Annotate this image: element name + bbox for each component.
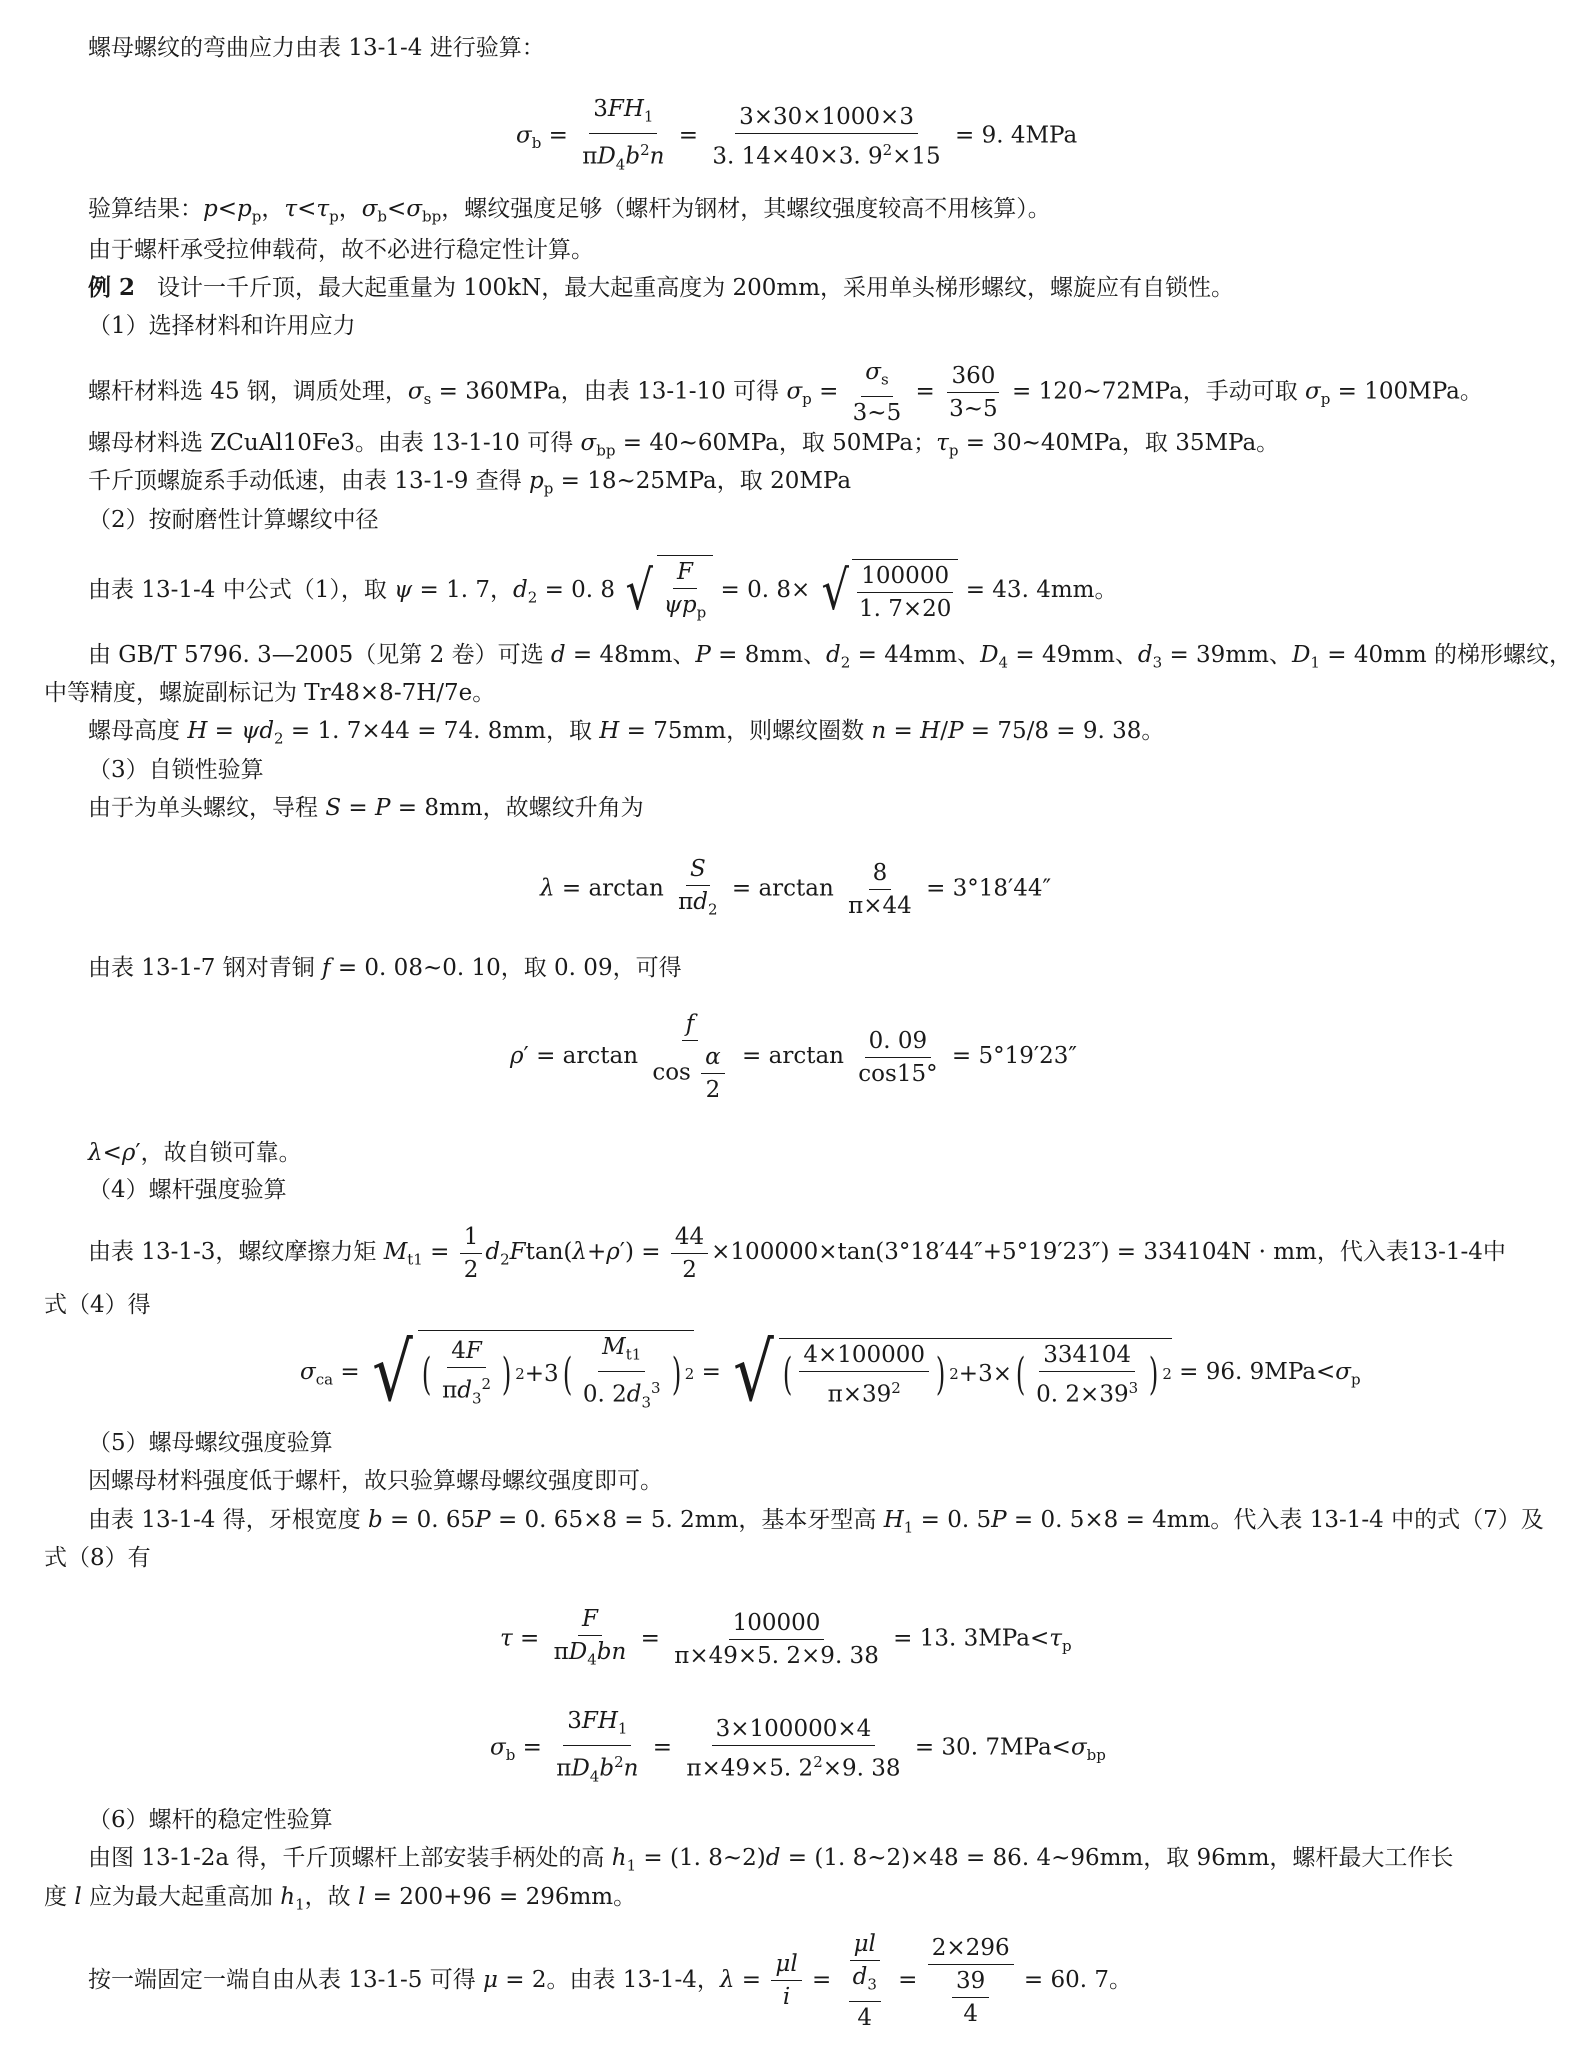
text-line-9: 由 GB/T 5796. 3—2005（见第 2 卷）可选 d = 48mm、P = 8mm、$d_2 = 44mm$、$D_4 = 49mm$、$d_3 = 39mm$、$D_1 = 40mm$ 的梯形螺纹， xyxy=(88,642,1572,672)
text-line-15: 由表 13-1-3，螺纹摩擦力矩 $M_{t1}$ = $\frac{1}{2}$ $d_2Ftan(\lambda+\rho')$ = $\frac{44}{2}$ ×100000×tan(3°18′44″+5°19′23″) = 334104N · mm，代入表13-1-4中 xyxy=(88,1223,1506,1283)
formula-sigma-ca: $\sigma_{ca}$ = √ ( 4F $\pi d_3^2$ ) 2 +3 ( $M_{t1}$ 0. $2d_3^3$ ) 2 = √ ( 4×100000 $\pi\times 39^2$ ) 2 +3× ( 334104 0. $2\times 39^3$ ) 2 = 96. $9MPa<\sigma_p$ xyxy=(300,1325,1361,1419)
text-line-22: 按一端固定一端自由从表 13-1-5 可得 μ = 2。由表 13-1-4，λ = $\frac{\mu l}{i}$ = $\frac{\mu l}{\frac{d_3}{4}}$ = $\frac{2\times 296}{\frac{39}{4}}$ = 60. 7。 xyxy=(88,1931,1133,2031)
text-line-16: 式（4）得 xyxy=(44,1292,151,1318)
example-2-text: 设计一千斤顶，最大起重量为 100kN，最大起重高度为 200mm，采用单头梯形螺纹，螺旋应有自锁性。 xyxy=(156,275,1235,301)
section-4-heading: （4）螺杆强度验算 xyxy=(88,1177,287,1203)
text-line-18: 由表 13-1-4 得，牙根宽度 b = 0. 65P = 0. 65×8 = 5. 2mm，基本牙型高 $H_1 = 0$. 5P = 0. 5×8 = 4mm。代入表 13-1-4 中的式（7）及 xyxy=(88,1507,1544,1537)
text-line-13: 由表 13-1-7 钢对青铜 f = 0. 08~0. 10，取 0. 09，可得 xyxy=(88,955,682,981)
text-line-6: 螺母材料选 ZCuAl10Fe3。由表 13-1-10 可得 $\sigma_{bp}$ = 40~60MPa，取 50MPa；$\tau_p$ = 30~40MPa，取 35MPa。 xyxy=(88,430,1280,460)
text-line-21: 度 l 应为最大起重高加 $h_1$，故 l = 200+96 = 296mm。 xyxy=(44,1884,637,1914)
text-line-14: λ<ρ′，故自锁可靠。 xyxy=(88,1140,302,1166)
text-line-12: 由于为单头螺纹，导程 S = P = 8mm，故螺纹升角为 xyxy=(88,795,644,821)
section-2-heading: （2）按耐磨性计算螺纹中径 xyxy=(88,507,379,533)
example-2-head: 例 2 xyxy=(88,274,136,301)
text-line-1: 螺母螺纹的弯曲应力由表 13-1-4 进行验算： xyxy=(88,35,545,61)
section-1-heading: （1）选择材料和许用应力 xyxy=(88,313,356,339)
section-5-heading: （5）螺母螺纹强度验算 xyxy=(88,1430,333,1456)
text-line-19: 式（8）有 xyxy=(44,1545,151,1571)
formula-rho: ρ′ = arctan f cos $\frac{\alpha}{2}$ = arctan $\frac{0. 09}{\cos 15^\circ}$ = 5°19′23″ xyxy=(510,1011,1077,1103)
text-line-5: 螺杆材料选 45 钢，调质处理，$\sigma_s = 360MPa$，由表 13-1-10 可得 $\sigma_p$ = $\frac{\sigma_s}{3\sim 5}$ = $\frac{360}{3\sim 5}$ = 120~72MPa，手动可取 $\sigma_p = 100MPa$。 xyxy=(88,359,1483,426)
text-line-8: 由表 13-1-4 中公式（1），取 ψ = 1. 7，$d_2 = 0$. 8 √ F $\psi p_p$ = 0. 8× √ 100000 1. 7×20 = 43. 4mm。 xyxy=(88,555,1427,629)
formula-sigma-b-2: $\sigma_b$ = $\frac{3FH_1}{\pi D_4b^2n}$ = $\frac{3\times 100000\times 4}{\pi\times 49\times 5. 2^2\times 9. 38}$ = 30. $7MPa<\sigma_{bp}$ xyxy=(490,1708,1106,1785)
formula-tau: τ = $\frac{F}{\pi D_4bn}$ = $\frac{100000}{\pi\times 49\times 5. 2\times 9. 38}$ = 13. $3MPa<\tau_p$ xyxy=(500,1606,1072,1669)
text-line-7: 千斤顶螺旋系手动低速，由表 13-1-9 查得 $p_p$ = 18~25MPa，取 20MPa xyxy=(88,468,852,498)
text-line-11: 螺母高度 $H = \psi d_2 = 1$. 7×44 = 74. 8mm，取 H = 75mm，则螺纹圈数 n = H/P = 75/8 = 9. 38。 xyxy=(88,718,1165,748)
section-3-heading: （3）自锁性验算 xyxy=(88,757,264,783)
example-2-line xyxy=(88,273,1427,303)
text-line-20: 由图 13-1-2a 得，千斤顶螺杆上部安装手柄处的高 $h_1 = (1$. 8~2)d = (1. 8~2)×48 = 86. 4~96mm，取 96mm，螺杆最大工作长 xyxy=(88,1845,1454,1875)
text-line-3: 由于螺杆承受拉伸载荷，故不必进行稳定性计算。 xyxy=(88,237,594,263)
text-line-17: 因螺母材料强度低于螺杆，故只验算螺母螺纹强度即可。 xyxy=(88,1468,663,1494)
formula-lambda: λ = arctan $\frac{S}{\pi d_2}$ = arctan $\frac{8}{\pi\times 44}$ = 3°18′44″ xyxy=(540,856,1052,919)
text-line-10: 中等精度，螺旋副标记为 Tr48×8-7H/7e。 xyxy=(44,680,496,706)
text-line-2: 验算结果：$p<p_p$，$\tau<\tau_p$，$\sigma_b<\sigma_{bp}$，螺纹强度足够（螺杆为钢材，其螺纹强度较高不用核算）。 xyxy=(88,196,1051,226)
formula-sigma-b-1: $\sigma_b$ = $\frac{3FH_1}{\pi D_4b^2n}$ = $\frac{3\times 30\times 1000\times 3}{3. 14\times 40\times 3. 9^2\times 15}$ = 9. 4MPa xyxy=(516,96,1078,173)
section-6-heading: （6）螺杆的稳定性验算 xyxy=(88,1807,333,1833)
